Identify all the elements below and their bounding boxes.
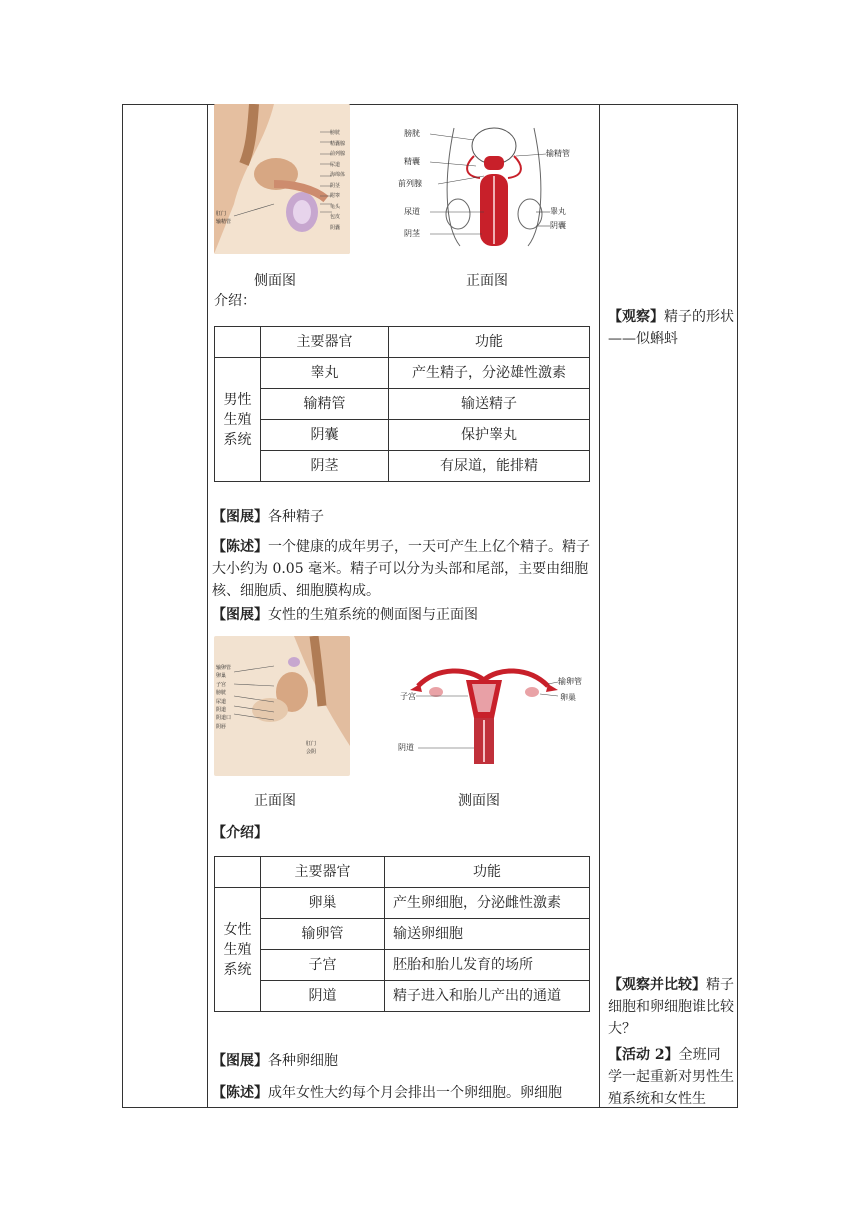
caption-side-view: 侧面图 [254,273,296,289]
table-cell-function: 输送卵细胞 [385,919,590,950]
table-cell-organ: 睾丸 [261,358,389,389]
diagram-label: 阴道 [398,743,414,752]
table-header: 功能 [389,327,590,358]
egg-statement: 【陈述】成年女性大约每个月会排出一个卵细胞。卵细胞 [212,1085,562,1101]
sperm-expand-line: 【图展】各种精子 [212,509,324,525]
male-side-label: 阴囊 [330,224,341,231]
tag-label: 【图展】 [212,1053,268,1069]
egg-expand-line: 【图展】各种卵细胞 [212,1053,338,1069]
table-cell-function: 输送精子 [389,389,590,420]
male-side-label: 精囊腺 [330,140,346,147]
table-cell-organ: 阴茎 [261,451,389,482]
table-cell-function: 保护睾丸 [389,420,590,451]
tag-label: 【活动 2】 [608,1047,679,1063]
diagram-label: 输卵管 [558,677,582,686]
diagram-label: 卵巢 [560,693,576,702]
male-side-label: 膀胱 [330,130,341,136]
male-side-label: 附睾 [330,193,341,199]
sperm-statement: 【陈述】一个健康的成年男子，一天可产生上亿个精子。精子大小约为 0.05 毫米。精子可以分为头部和尾部，主要由细胞核、细胞质、细胞膜构成。 [212,539,590,599]
table-cell-organ: 卵巢 [261,888,385,919]
male-side-view-image [214,104,350,254]
male-organ-table [214,326,590,482]
diagram-label: 阴茎 [404,229,420,238]
table-row-head: 男性 生殖 系统 [215,358,261,482]
table-cell-organ: 阴道 [261,981,385,1012]
diagram-label: 尿道 [404,207,420,216]
male-side-label: 尿道 [330,161,341,168]
main-column [208,104,598,1108]
table-cell-function: 产生卵细胞，分泌雌性激素 [385,888,590,919]
female-side-view-image [214,636,350,776]
male-side-label: 包皮 [330,214,341,220]
female-side-label: 膀胱 [216,690,227,697]
female-side-label: 卵巢 [216,673,227,680]
tag-label: 【观察】 [608,309,664,325]
tag-label: 【图展】 [212,607,268,623]
female-side-label: 阴道口 [216,715,232,722]
column-divider [599,105,600,1107]
table-header: 主要器官 [261,857,385,888]
table-cell-function: 产生精子，分泌雄性激素 [389,358,590,389]
table-cell-organ: 输精管 [261,389,389,420]
male-side-label: 肛门 [216,211,227,217]
diagram-label: 膀胱 [404,129,420,138]
table-cell-organ: 子宫 [261,950,385,981]
observe-note: 【观察】精子的形状——似蝌蚪 [608,309,734,347]
activity-note: 【活动 2】全班同学一起重新对男性生殖系统和女性生 [608,1047,734,1107]
female-side-label: 输卵管 [216,665,232,671]
caption-side-view: 测面图 [458,793,500,809]
diagram-label: 阴囊 [550,221,566,230]
observe-compare-note: 【观察并比较】精子细胞和卵细胞谁比较大？ [608,977,734,1037]
intro-label: 【介绍】 [212,825,268,841]
female-expand-line: 【图展】女性的生殖系统的侧面图与正面图 [212,607,478,623]
diagram-label: 精囊 [404,157,420,166]
caption-front-view: 正面图 [254,793,296,809]
table-cell-organ: 阴囊 [261,420,389,451]
female-side-label: 尿道 [216,698,227,705]
male-side-label: 阴茎 [330,182,341,189]
female-organ-table [214,856,590,1012]
intro-label: 介绍： [214,293,256,309]
table-corner [215,327,261,358]
table-row-head: 女性 生殖 系统 [215,888,261,1012]
female-side-label: 阴道 [216,707,227,714]
male-side-label: 海绵体 [330,172,346,178]
female-front-view-diagram [388,656,582,766]
female-side-label: 阴唇 [216,723,227,730]
tag-label: 【图展】 [212,509,268,525]
side-column [604,104,736,1108]
female-side-label: 肛门 [306,741,317,747]
table-corner [215,857,261,888]
diagram-label: 睾丸 [550,207,566,216]
diagram-label: 子宫 [400,692,416,701]
female-side-label: 会阴 [306,749,317,755]
diagram-label: 输精管 [546,149,570,158]
table-cell-function: 胚胎和胎儿发育的场所 [385,950,590,981]
tag-label: 【观察并比较】 [608,977,706,993]
female-side-label: 子宫 [216,681,227,688]
male-side-label: 龟头 [330,203,341,210]
caption-front-view: 正面图 [466,273,508,289]
male-side-label: 前列腺 [330,151,346,157]
male-front-view-diagram [398,116,580,256]
diagram-label: 前列腺 [398,179,422,188]
table-cell-function: 精子进入和胎儿产出的通道 [385,981,590,1012]
table-cell-organ: 输卵管 [261,919,385,950]
table-header: 主要器官 [261,327,389,358]
male-side-label: 输精管 [216,219,232,225]
tag-label: 【陈述】 [212,1085,268,1101]
table-header: 功能 [385,857,590,888]
table-cell-function: 有尿道，能排精 [389,451,590,482]
tag-label: 【陈述】 [212,539,268,555]
